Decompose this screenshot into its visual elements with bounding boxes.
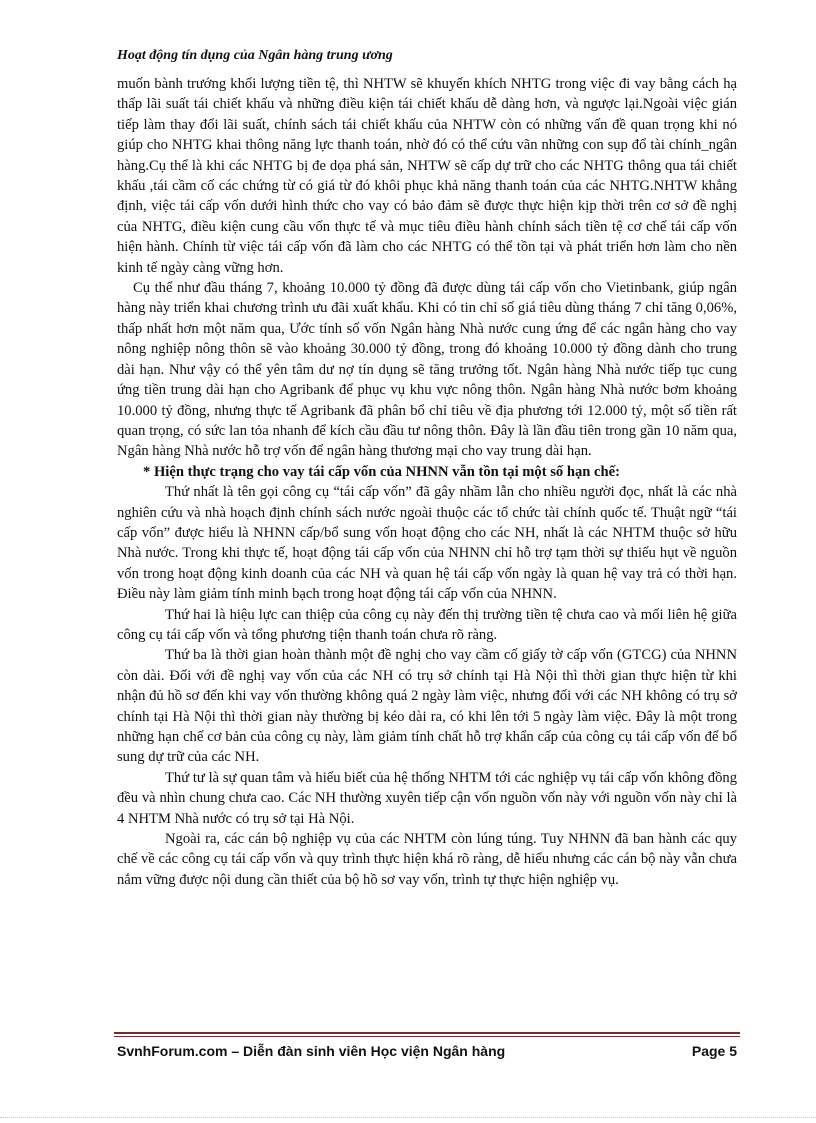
footer-divider (114, 1032, 740, 1037)
paragraph-7: Ngoài ra, các cán bộ nghiệp vụ của các NHTM còn lúng túng. Tuy NHNN đã ban hành các quy chế về các công cụ tái cấp vốn và quy trình thực hiện khá rõ ràng, dễ hiểu nhưng các cán bộ này vẫn chưa nắm vững được nội dung cần thiết của bộ hồ sơ vay vốn, trình tự thực hiện nghiệp vụ. (117, 831, 737, 888)
page-header: Hoạt động tín dụng của Ngân hàng trung ương (117, 48, 393, 63)
paragraph-4: Thứ hai là hiệu lực can thiệp của công cụ này đến thị trường tiền tệ chưa cao và mối liên hệ giữa công cụ tái cấp vốn và tổng phương tiện thanh toán chưa rõ ràng. (117, 606, 737, 643)
paragraph-5: Thứ ba là thời gian hoàn thành một đề nghị cho vay cầm cố giấy tờ cấp vốn (GTCG) của NHNN còn dài. Đối với đề nghị vay vốn của các NH có trụ sở chính tại Hà Nội thì thời gian thực hiện từ khi nhận đủ hồ sơ đến khi vay vốn thường không quá 2 ngày làm việc, nhưng đối với các NH không có trụ sở chính tại Hà Nội thì thời gian này thường bị kéo dài ra, có khi lên tới 5 ngày làm việc. Đây là một trong những hạn chế cơ bản của công cụ này, làm giảm tính chất hỗ trợ khẩn cấp của công cụ tái cấp vốn để bổ sung dự trữ của các NH. (117, 647, 737, 766)
paragraph-6: Thứ tư là sự quan tâm và hiểu biết của hệ thống NHTM tới các nghiệp vụ tái cấp vốn không đồng đều và nhìn chung chưa cao. Các NH thường xuyên tiếp cận vốn nguồn vốn này với nguồn vốn này chỉ là 4 NHTM Nhà nước có trụ sở tại Hà Nội. (117, 769, 737, 827)
paragraph-3: Thứ nhất là tên gọi công cụ “tái cấp vốn” đã gây nhầm lẫn cho nhiều người đọc, nhất là các nhà nghiên cứu và nhà hoạch định chính sách nước ngoài thuộc các tổ chức tài chính quốc tế. Thuật ngữ “tái cấp vốn” được hiểu là NHNN cấp/bổ sung vốn hoạt động cho các NH, nhất là các NHTM thuộc sở hữu Nhà nước. Trong khi thực tế, hoạt động tái cấp vốn của NHNN chỉ hỗ trợ tạm thời sự thiếu hụt về nguồn vốn trong hoạt động kinh doanh của các NH và quan hệ tái cấp vốn ngày là quan hệ vay trả có thời hạn. Điều này làm giảm tính minh bạch trong hoạt động tái cấp vốn của NHNN. (117, 484, 737, 603)
page-bottom-edge (0, 1117, 816, 1118)
footer-site-name[interactable]: SvnhForum.com – Diễn đàn sinh viên Học viện Ngân hàng (117, 1043, 506, 1059)
page-number: Page 5 (691, 1043, 737, 1059)
paragraph-2: Cụ thể như đầu tháng 7, khoảng 10.000 tỷ đồng đã được dùng tái cấp vốn cho Vietinbank, giúp ngân hàng này triển khai chương trình ưu đãi xuất khẩu. Khi có tin chỉ số giá tiêu dùng tháng 7 chỉ tăng 0,06%, thấp nhất hơn một năm qua, Ước tính số vốn Ngân hàng Nhà nước cung ứng để các ngân hàng cho vay nông nghiệp nông thôn sẽ vào khoảng 30.000 tỷ đồng, trong đó khoảng 10.000 tỷ đồng dành cho trung dài hạn. Như vậy có thể yên tâm dư nợ tín dụng sẽ tăng trưởng tốt. Ngân hàng Nhà nước tiếp tục cung ứng tiền trung dài hạn cho Agribank để phục vụ khu vực nông thôn. Ngân hàng Nhà nước bơm khoảng 10.000 tỷ đồng, nhưng thực tế Agribank đã phân bổ chỉ tiêu về địa phương tới 12.000 tỷ, một số tiền rất quan trọng, có sức lan tỏa nhanh để kích cầu đầu tư nông thôn. Đây là lần đầu tiên trong gần 10 năm qua, Ngân hàng Nhà nước hỗ trợ vốn để ngân hàng thương mại cho vay trung dài hạn. (117, 280, 737, 460)
document-body (117, 74, 737, 890)
section-subheading: * Hiện thực trạng cho vay tái cấp vốn của NHNN vẫn tồn tại một số hạn chế: (143, 463, 620, 480)
paragraph-1: muốn bành trướng khối lượng tiền tệ, thì NHTW sẽ khuyến khích NHTG trong việc đi vay bằng cách hạ thấp lãi suất tái chiết khấu và những điều kiện tái chiết khấu dễ dàng hơn, và ngược lại.Ngoài việc gián tiếp làm thay đổi lãi suất, chính sách tái chiết khấu của NHTW còn có những vấn đề quan trọng khi nó giúp cho NHTG khai thông năng lực thanh toán, nhờ đó có thể cứu vãn những con sụp đổ tài chính_ngân hàng.Cụ thể là khi các NHTG bị đe dọa phá sản, NHTW sẽ cấp dự trữ cho các NHTG thông qua tái chiết khấu ,tái cầm cố các chứng từ có giá từ đó khôi phục khả năng thanh toán của các NHTG.NHTW khẳng định, việc tái cấp vốn dưới hình thức cho vay có bảo đảm sẽ được thực hiện kịp thời trên cơ sở đề nghị của NHTG, điều kiện cung cầu vốn thực tế và mục tiêu điều hành chính sách tiền tệ cơ chế tái cấp vốn hiện hành. Chính từ việc tái cấp vốn đã làm cho các NHTG có thể tồn tại và phát triển hơn làm cho nền kinh tế ngày càng vững hơn. (117, 76, 737, 276)
